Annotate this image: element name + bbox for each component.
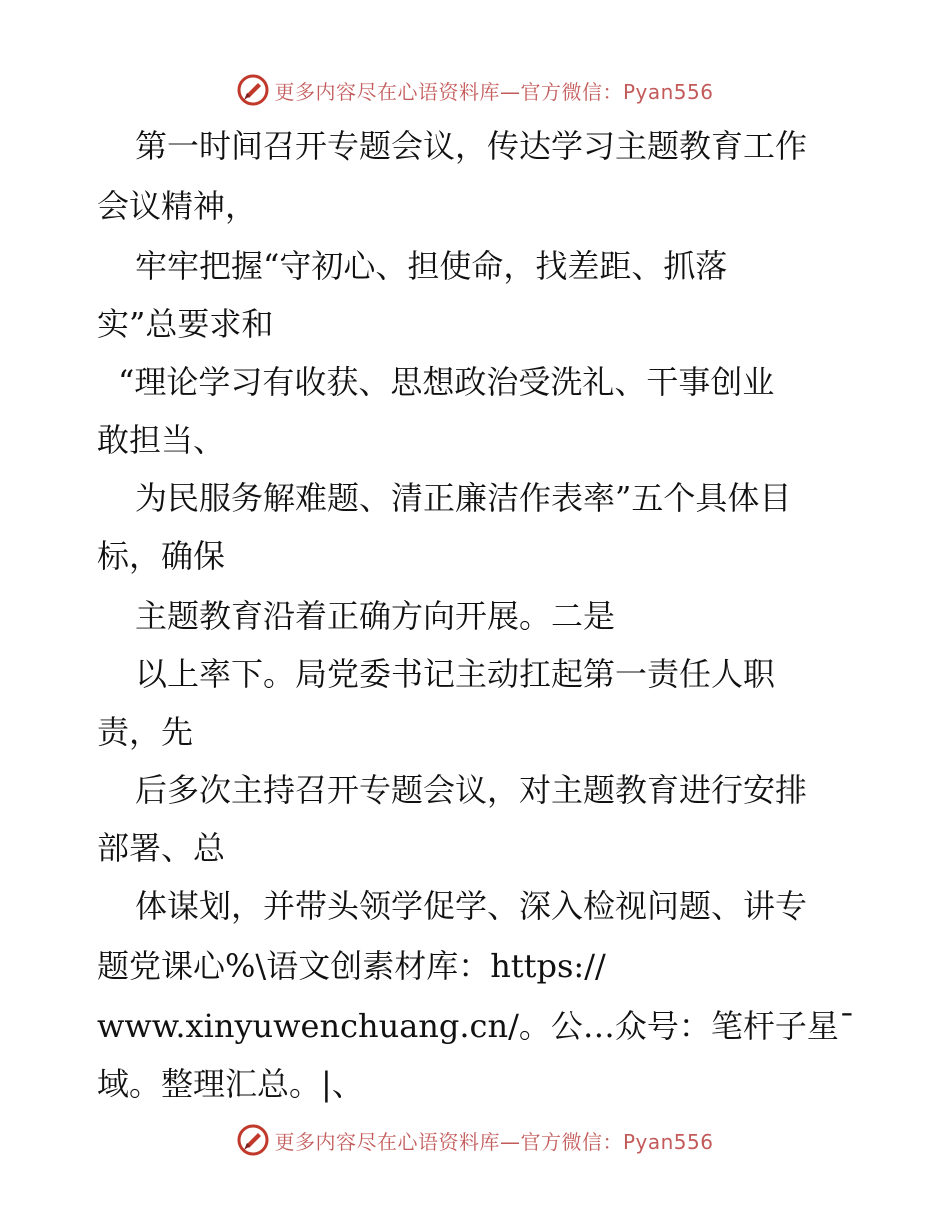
text-line: 部署、总 (97, 829, 226, 867)
text-line: 后多次主持召开专题会议，对主题教育进行安排 (135, 771, 808, 809)
text-line: 会议精神， (97, 187, 258, 225)
text-line: www.xinyuwenchuang.cn/。公…众号：笔杆子星¯ (97, 1007, 855, 1045)
text-line: 题党课心%\语文创素材库：https:// (97, 947, 606, 985)
text-line: 体谋划，并带头领学促学、深入检视问题、讲专 (135, 887, 808, 925)
text-line: 为民服务解难题、清正廉洁作表率”五个具体目 (135, 479, 792, 517)
text-line: 敢担当、 (97, 421, 226, 459)
text-line: 主题教育沿着正确方向开展。二是 (135, 597, 616, 635)
text-line: 以上率下。局党委书记主动扛起第一责任人职 (135, 655, 776, 693)
text-line: “理论学习有收获、思想政治受洗礼、干事创业 (118, 363, 775, 401)
watermark-text: 更多内容尽在心语资料库—官方微信：Pyan556 (274, 1129, 714, 1154)
pen-logo-icon (236, 73, 270, 107)
text-line: 责，先 (97, 713, 194, 751)
text-line: 实”总要求和 (97, 305, 274, 343)
footer-watermark (0, 1120, 950, 1160)
header-watermark (0, 70, 950, 110)
text-line: 标，确保 (97, 537, 226, 575)
text-line: 域。整理汇总。|、 (97, 1065, 364, 1103)
watermark-text: 更多内容尽在心语资料库—官方微信：Pyan556 (274, 79, 714, 104)
text-line: 第一时间召开专题会议，传达学习主题教育工作 (135, 127, 808, 165)
text-line: 牢牢把握“守初心、担使命，找差距、抓落 (135, 247, 728, 285)
pen-logo-icon (236, 1123, 270, 1157)
